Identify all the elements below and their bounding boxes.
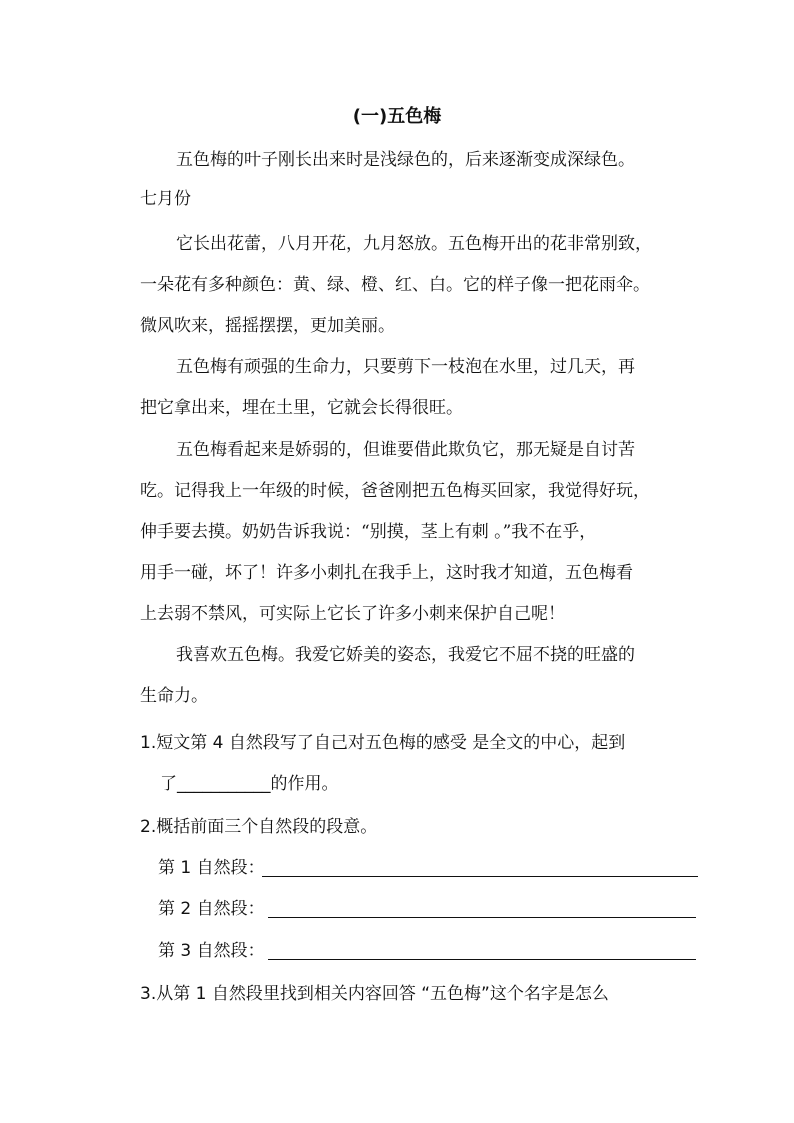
paragraph-1-label: 第 1 自然段： (158, 858, 265, 878)
passage-line: 五色梅的叶子刚长出来时是浅绿色的，后来逐渐变成深绿色。 (176, 150, 635, 170)
question-2: 2.概括前面三个自然段的段意。 (140, 817, 378, 837)
passage-line: 它长出花蕾，八月开花，九月怒放。五色梅开出的花非常别致， (176, 234, 652, 254)
passage-line: 用手一碰，坏了！许多小刺扎在我手上，这时我才知道，五色梅看 (140, 563, 633, 583)
passage-line: 一朵花有多种颜色：黄、绿、橙、红、白。它的样子像一把花雨伞。 (140, 275, 650, 295)
passage-line: 把它拿出来，埋在土里，它就会长得很旺。 (140, 398, 463, 418)
passage-title: (一)五色梅 (352, 106, 442, 127)
paragraph-2-answer-line[interactable] (268, 917, 696, 918)
question-1-line-2: 了___________的作用。 (160, 774, 339, 794)
paragraph-1-answer-line[interactable] (262, 876, 698, 877)
question-3: 3.从第 1 自然段里找到相关内容回答 “五色梅”这个名字是怎么 (140, 984, 609, 1004)
passage-line: 吃。记得我上一年级的时候，爸爸刚把五色梅买回家，我觉得好玩， (140, 481, 650, 501)
passage-line: 五色梅看起来是娇弱的，但谁要借此欺负它，那无疑是自讨苦 (176, 440, 635, 460)
paragraph-3-answer-line[interactable] (268, 959, 696, 960)
passage-line: 五色梅有顽强的生命力，只要剪下一枝泡在水里，过几天，再 (176, 357, 635, 377)
paragraph-2-label: 第 2 自然段： (158, 899, 265, 919)
question-1-line-1: 1.短文第 4 自然段写了自己对五色梅的感受 是全文的中心，起到 (140, 733, 626, 753)
passage-line: 伸手要去摸。奶奶告诉我说：“别摸，茎上有刺 。”我不在乎， (140, 522, 597, 542)
passage-line: 微风吹来，摇摇摆摆，更加美丽。 (140, 316, 395, 336)
passage-line: 七月份 (140, 189, 191, 209)
paragraph-3-label: 第 3 自然段： (158, 941, 265, 961)
passage-line: 我喜欢五色梅。我爱它娇美的姿态，我爱它不屈不挠的旺盛的 (176, 645, 635, 665)
passage-line: 上去弱不禁风，可实际上它长了许多小刺来保护自己呢！ (140, 604, 565, 624)
passage-line: 生命力。 (140, 686, 208, 706)
